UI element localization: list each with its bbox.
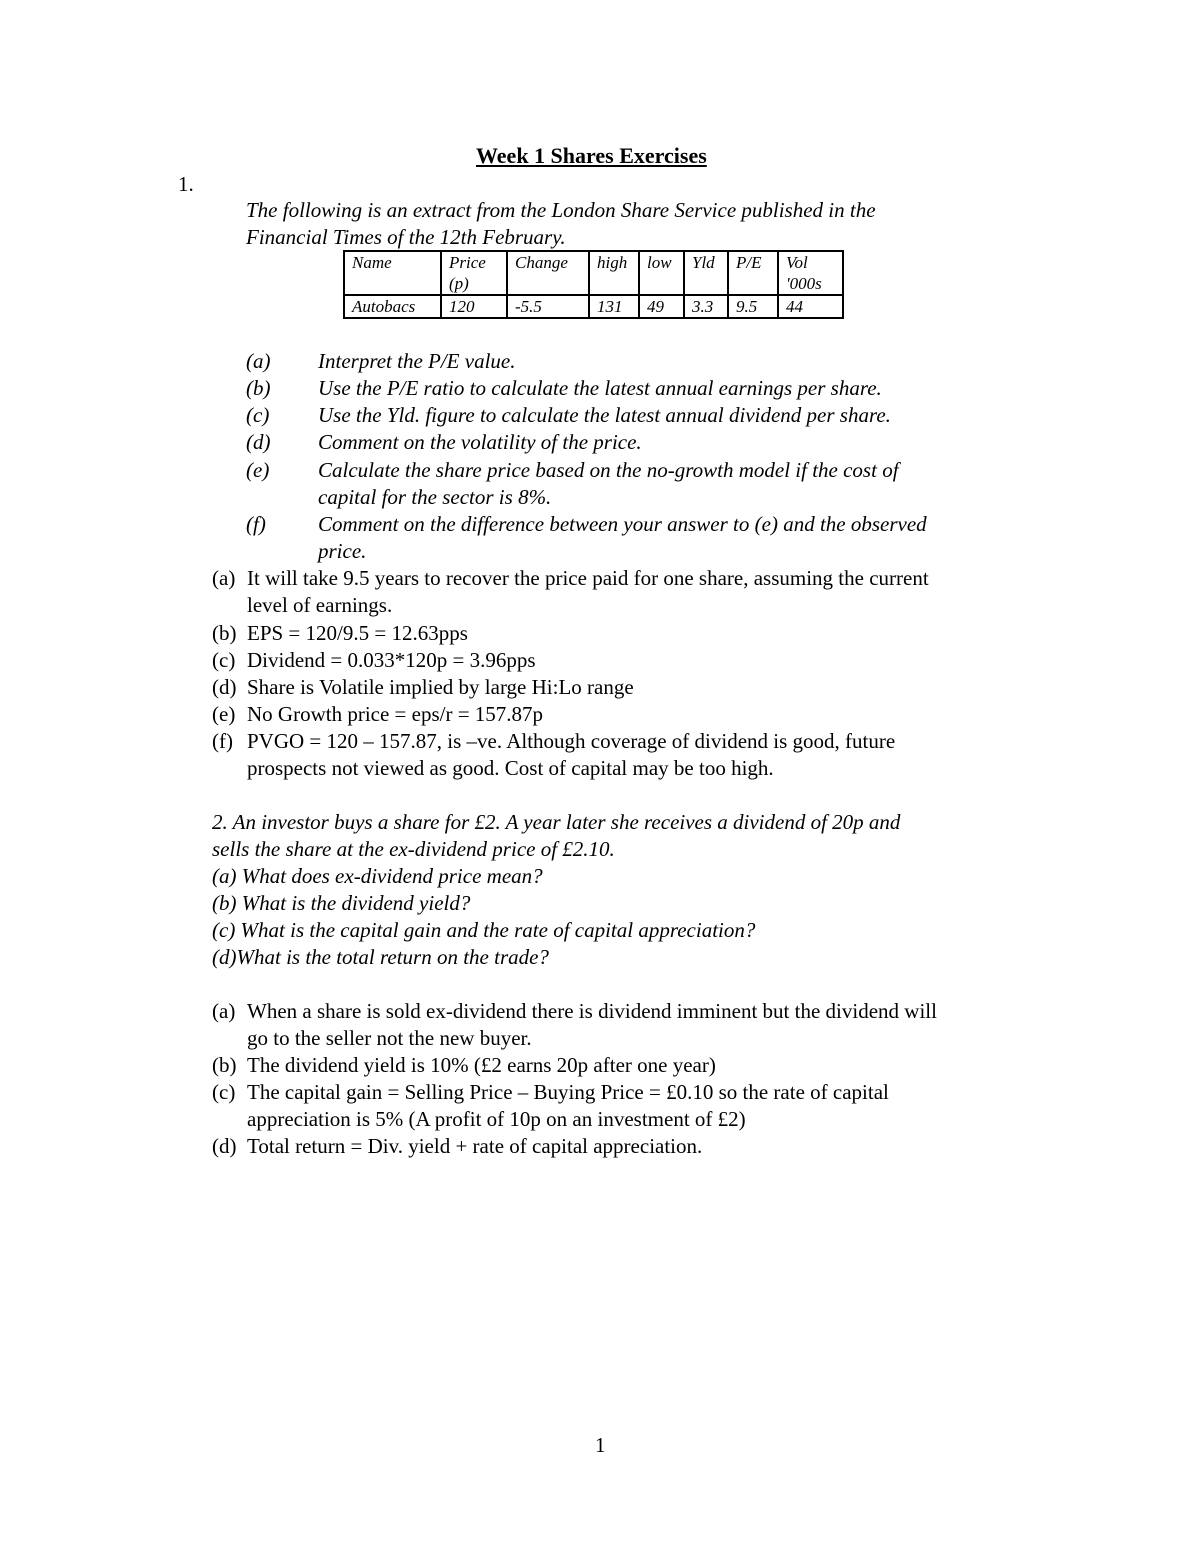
part-text: Use the P/E ratio to calculate the latest annual earnings per share. xyxy=(318,376,882,400)
answer-text: The capital gain = Selling Price – Buying Price = £0.10 so the rate of capital xyxy=(247,1080,889,1104)
question-2-part-d: (d)What is the total return on the trade? xyxy=(212,945,549,969)
share-price-table xyxy=(343,250,844,319)
table-cell: 120 xyxy=(441,295,507,318)
part-label: (f) xyxy=(246,512,266,536)
table-header-cell: low xyxy=(639,251,684,295)
table-header-cell: Yld xyxy=(684,251,728,295)
answer-1-part-e xyxy=(212,701,1032,728)
table-cell: Autobacs xyxy=(344,295,441,318)
answer-1-part-b xyxy=(212,620,1032,647)
answer-2-part-b xyxy=(212,1052,1032,1079)
answer-2-part-d xyxy=(212,1133,1032,1160)
question-1-part-e xyxy=(246,457,1026,511)
answer-text: When a share is sold ex-dividend there is dividend imminent but the dividend will xyxy=(247,999,937,1023)
table-header-cell: high xyxy=(589,251,639,295)
answer-text: Dividend = 0.033*120p = 3.96pps xyxy=(247,648,536,672)
part-text: price. xyxy=(318,539,367,563)
part-text: Comment on the volatility of the price. xyxy=(318,430,642,454)
part-label: (c) xyxy=(246,403,270,427)
answer-text: level of earnings. xyxy=(247,593,393,617)
table-cell: -5.5 xyxy=(507,295,589,318)
table-cell: 44 xyxy=(778,295,843,318)
answer-text: Total return = Div. yield + rate of capital appreciation. xyxy=(247,1134,703,1158)
answer-label: (a) xyxy=(212,999,236,1023)
table-cell: 3.3 xyxy=(684,295,728,318)
part-text: Calculate the share price based on the no-growth model if the cost of xyxy=(318,458,899,482)
question-1-number: 1. xyxy=(178,172,194,196)
part-text: Interpret the P/E value. xyxy=(318,349,516,373)
part-label: (a) xyxy=(246,349,271,373)
answer-label: (a) xyxy=(212,566,236,590)
question-1-part-b xyxy=(246,375,1026,402)
answer-label: (d) xyxy=(212,1134,237,1158)
table-header-cell: Change xyxy=(507,251,589,295)
answer-2-part-a xyxy=(212,998,1032,1052)
answer-1-part-f xyxy=(212,728,1032,782)
answer-text: appreciation is 5% (A profit of 10p on an investment of £2) xyxy=(247,1107,746,1131)
answer-text: prospects not viewed as good. Cost of capital may be too high. xyxy=(247,756,774,780)
question-2-part-b: (b) What is the dividend yield? xyxy=(212,891,471,915)
page-title: Week 1 Shares Exercises xyxy=(476,143,707,168)
share-table-header-row xyxy=(344,251,843,295)
question-2-intro-line-2: sells the share at the ex-dividend price of £2.10. xyxy=(212,837,615,861)
question-2-part-c: (c) What is the capital gain and the rate of capital appreciation? xyxy=(212,918,756,942)
answer-label: (b) xyxy=(212,1053,237,1077)
answer-1-part-a xyxy=(212,565,1032,619)
table-header-cell: Price (p) xyxy=(441,251,507,295)
question-1-intro-line-2: Financial Times of the 12th February. xyxy=(246,225,566,249)
answer-text: PVGO = 120 – 157.87, is –ve. Although coverage of dividend is good, future xyxy=(247,729,896,753)
question-1-intro-line-1: The following is an extract from the London Share Service published in the xyxy=(246,198,876,222)
page-number: 1 xyxy=(595,1433,606,1457)
part-label: (d) xyxy=(246,430,271,454)
part-label: (b) xyxy=(246,376,271,400)
part-text: capital for the sector is 8%. xyxy=(318,485,552,509)
answer-label: (b) xyxy=(212,621,237,645)
answer-2-part-c xyxy=(212,1079,1032,1133)
answer-1-part-d xyxy=(212,674,1032,701)
answer-text: go to the seller not the new buyer. xyxy=(247,1026,532,1050)
answer-label: (c) xyxy=(212,648,236,672)
question-1-part-f xyxy=(246,511,1026,565)
question-2-intro-line-1: 2. An investor buys a share for £2. A year later she receives a dividend of 20p and xyxy=(212,810,901,834)
table-cell: 131 xyxy=(589,295,639,318)
table-cell: 9.5 xyxy=(728,295,778,318)
part-text: Use the Yld. figure to calculate the latest annual dividend per share. xyxy=(318,403,891,427)
question-1-part-c xyxy=(246,402,1026,429)
answer-text: The dividend yield is 10% (£2 earns 20p after one year) xyxy=(247,1053,716,1077)
part-text: Comment on the difference between your answer to (e) and the observed xyxy=(318,512,927,536)
answer-1-part-c xyxy=(212,647,1032,674)
answer-label: (f) xyxy=(212,729,233,753)
question-1-part-d xyxy=(246,429,1026,456)
answer-text: Share is Volatile implied by large Hi:Lo range xyxy=(247,675,634,699)
answer-text: EPS = 120/9.5 = 12.63pps xyxy=(247,621,468,645)
table-header-cell: Name xyxy=(344,251,441,295)
answer-label: (d) xyxy=(212,675,237,699)
share-table-data-row xyxy=(344,295,843,318)
table-header-cell: Vol '000s xyxy=(778,251,843,295)
question-1-part-a xyxy=(246,348,1026,375)
answer-text: No Growth price = eps/r = 157.87p xyxy=(247,702,544,726)
answer-text: It will take 9.5 years to recover the price paid for one share, assuming the current xyxy=(247,566,929,590)
table-cell: 49 xyxy=(639,295,684,318)
part-label: (e) xyxy=(246,458,270,482)
answer-label: (e) xyxy=(212,702,236,726)
answer-label: (c) xyxy=(212,1080,236,1104)
question-2-part-a: (a) What does ex-dividend price mean? xyxy=(212,864,543,888)
table-header-cell: P/E xyxy=(728,251,778,295)
